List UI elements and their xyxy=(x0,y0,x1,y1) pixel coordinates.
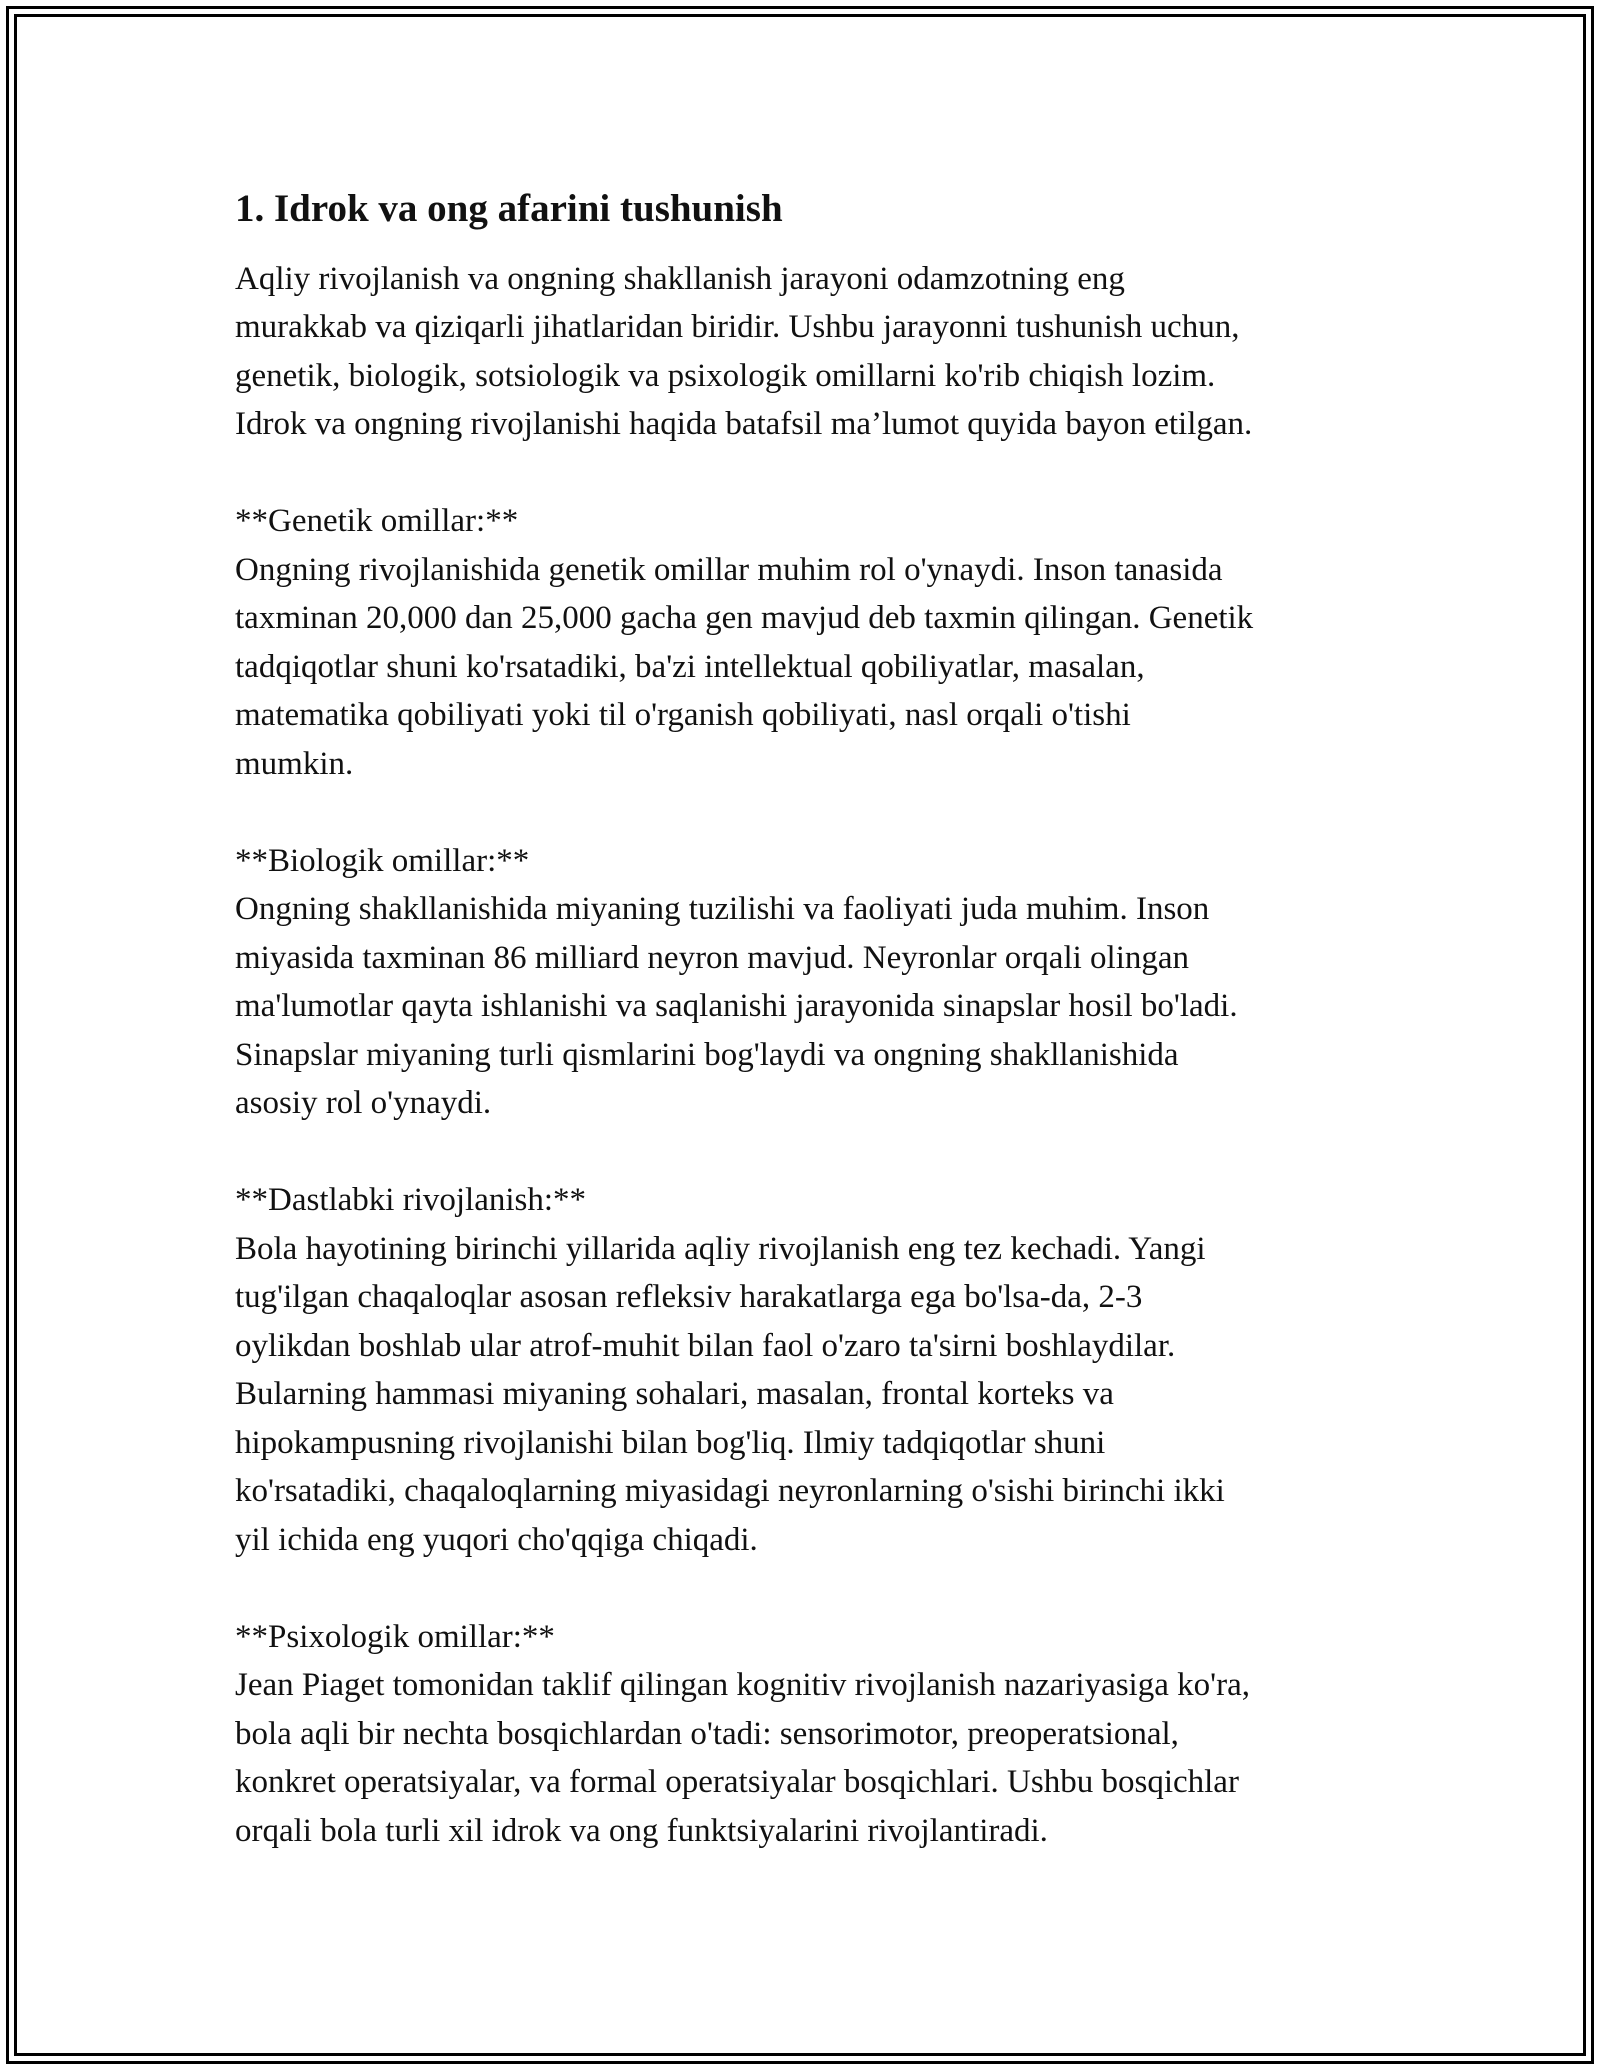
section-heading: **Biologik omillar:** xyxy=(235,842,530,879)
section-psychological-factors xyxy=(235,1613,1385,1856)
section-genetic-factors xyxy=(235,497,1385,788)
section-heading: **Dastlabki rivojlanish:** xyxy=(235,1182,587,1219)
section-biological-factors xyxy=(235,837,1385,1128)
section-body: Ongning rivojlanishida genetik omillar muhim rol o'ynaydi. Inson tanasida taxminan 20,000 dan 25,000 gacha gen mavjud deb taxmin qilingan. Genetik tadqiqotlar shuni ko'rsatadiki, ba'zi intellektual qobiliyatlar, masalan, matematika qobiliyati yoki til o'rganish qobiliyati, nasl orqali o'tishi mumkin. xyxy=(235,551,1254,782)
section-body: Jean Piaget tomonidan taklif qilingan kognitiv rivojlanish nazariyasiga ko'ra, bola aqli bir nechta bosqichlardan o'tadi: sensorimotor, preoperatsional, konkret operatsiyalar, va formal operatsiyalar bosqichlari. Ushbu bosqichlar orqali bola turli xil idrok va ong funktsiyalarini rivojlantiradi. xyxy=(235,1667,1250,1849)
intro-paragraph: Aqliy rivojlanish va ongning shakllanish jarayoni odamzotning eng murakkab va qiziqarli jihatlaridan biridir. Ushbu jarayonni tushunish uchun, genetik, biologik, sotsiologik va psixologik omillarni ko'rib chiqish lozim. Idrok va ongning rivojlanishi haqida batafsil ma’lumot quyida bayon etilgan. xyxy=(235,260,1253,443)
document-title: 1. Idrok va ong afarini tushunish xyxy=(235,187,783,230)
section-body: Ongning shakllanishida miyaning tuzilishi va faoliyati juda muhim. Inson miyasida taxminan 86 milliard neyron mavjud. Neyronlar orqali olingan ma'lumotlar qayta ishlanishi va saqlanishi jarayonida sinapslar hosil bo'ladi. Sinapslar miyaning turli qismlarini bog'laydi va ongning shakllanishida asosiy rol o'ynaydi. xyxy=(235,891,1238,1122)
section-heading: **Genetik omillar:** xyxy=(235,503,519,540)
document-body xyxy=(235,186,1385,1855)
section-heading: **Psixologik omillar:** xyxy=(235,1618,555,1655)
section-body: Bola hayotining birinchi yillarida aqliy rivojlanish eng tez kechadi. Yangi tug'ilgan chaqaloqlar asosan refleksiv harakatlarga ega bo'lsa-da, 2-3 oylikdan boshlab ular atrof-muhit bilan faol o'zaro ta'sirni boshlaydilar. Bularning hammasi miyaning sohalari, masalan, frontal korteks va hipokampusning rivojlanishi bilan bog'liq. Ilmiy tadqiqotlar shuni ko'rsatadiki, chaqaloqlarning miyasidagi neyronlarning o'sishi birinchi ikki yil ichida eng yuqori cho'qqiga chiqadi. xyxy=(235,1230,1225,1558)
section-early-development xyxy=(235,1176,1385,1564)
